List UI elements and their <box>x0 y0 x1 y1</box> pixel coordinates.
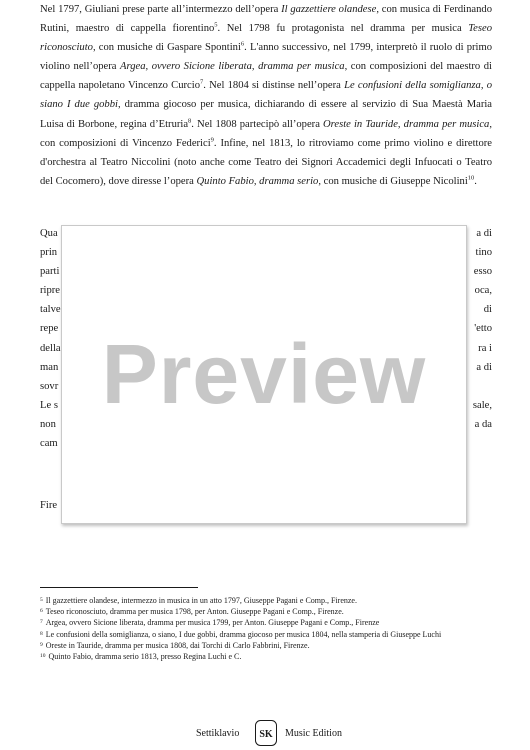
preview-watermark-text: Preview <box>101 327 427 421</box>
line-end: a di <box>476 228 492 239</box>
footnote-number: 7 <box>40 619 43 626</box>
line-start: parti <box>40 266 60 278</box>
publisher-name: Settiklavio <box>196 728 240 739</box>
line-start: ripre <box>40 285 60 297</box>
line-end: a di <box>476 361 492 373</box>
footnote-number: 9 <box>40 641 43 648</box>
footnotes <box>40 596 500 663</box>
text-run: , con musiche di Gaspare Spontini <box>92 42 241 54</box>
body-paragraph <box>40 0 492 191</box>
footnote-ref[interactable]: 5 <box>214 21 218 29</box>
line-end: sale, <box>472 399 492 411</box>
footnote <box>40 596 500 605</box>
footnote-number: 10 <box>40 653 46 660</box>
text-run: . Nel 1798 fu protagonista nel dramma per musica <box>217 23 469 35</box>
footnote-text: Teseo riconosciuto, dramma per musica 1798, per Anton. Giuseppe Pagani e Comp., Firenze. <box>45 607 344 617</box>
publisher-edition: Music Edition <box>285 728 342 739</box>
logo-letters: SK <box>259 729 273 740</box>
text-run: , con musiche di Giuseppe Nicolini <box>318 175 468 187</box>
footnote-ref[interactable]: 7 <box>200 78 204 86</box>
text-run: , dramma giocoso per musica, dichiarando di essere al servizio di Sua Maestà Maria Luisa di Borbone, regina d’Etruria <box>40 99 493 130</box>
publisher-footer <box>0 718 530 748</box>
text-run: Nel 1797, Giuliani prese parte all’intermezzo dell’opera <box>40 4 282 15</box>
footnote-text: Le confusioni della somiglianza, o siano, I due gobbi, dramma giocoso per musica 1804, nella stamperia di Giuseppe Luchi <box>45 629 442 639</box>
line-end: tino <box>475 247 492 259</box>
text-run: , con composizioni di Vincenzo Federici <box>40 118 492 149</box>
line-start: Qua <box>40 228 58 239</box>
line-end: a da <box>474 418 492 430</box>
footnote-text: Quinto Fabio, dramma serio 1813, presso Regina Luchi e C. <box>48 652 242 662</box>
place-signature: Fire <box>40 500 58 511</box>
preview-watermark-box <box>61 225 467 524</box>
line-start: cam <box>40 438 58 450</box>
text-run: , con musica di Ferdinando Rutini, maestro di cappella fiorentino <box>40 4 492 35</box>
footnote-text: Il gazzettiere olandese, intermezzo in musica in un atto 1797, Giuseppe Pagani e Comp., Firenze. <box>45 596 357 605</box>
footnote <box>40 652 500 661</box>
opera-title: Quinto Fabio, dramma serio <box>196 175 319 187</box>
line-end: 'etto <box>474 323 492 335</box>
line-end: esso <box>473 266 492 278</box>
line-start: prin <box>40 247 58 259</box>
text-run: . L'anno successivo, nel 1799, interpretò il ruolo di primo violino nell’opera <box>40 42 493 73</box>
text-run: . Nel 1804 si distinse nell’opera <box>203 80 345 92</box>
line-start: repe <box>40 323 59 335</box>
line-end: oca, <box>474 285 492 297</box>
text-run: , con composizioni del maestro di cappella napoletano Vincenzo Curcio <box>40 61 492 92</box>
line-end: di <box>483 304 492 316</box>
line-end: ra i <box>478 342 492 354</box>
footnote-number: 5 <box>40 597 43 603</box>
footnote-ref[interactable]: 6 <box>240 40 245 48</box>
footnote <box>40 641 500 650</box>
text-run: . Nel 1808 partecipò all’opera <box>191 118 324 130</box>
footnote <box>40 607 500 616</box>
footnote-number: 8 <box>40 630 43 637</box>
line-start: talve <box>40 304 61 316</box>
footnote-ref[interactable]: 10 <box>467 174 475 182</box>
footnote-ref[interactable]: 9 <box>210 136 214 144</box>
line-start: non <box>40 418 56 430</box>
footnote-ref[interactable]: 8 <box>188 117 192 125</box>
line-start: sovr <box>40 380 59 392</box>
line-start: della <box>40 342 61 354</box>
text-run: . <box>474 175 477 187</box>
footnote-text: Oreste in Tauride, dramma per musica 1808, dai Torchi di Carlo Fabbrini, Firenze. <box>45 640 310 650</box>
opera-title: Argea, ovvero Sicione liberata, dramma per musica <box>120 61 345 73</box>
opera-title: Il gazzettiere olandese <box>281 4 377 15</box>
line-start: man <box>40 361 59 373</box>
opera-title: Oreste in Tauride, dramma per musica <box>323 118 490 130</box>
footnote-number: 6 <box>40 608 43 615</box>
footnote-text: Argea, ovvero Sicione liberata, dramma per musica 1799, per Anton. Giuseppe Pagani e Comp., Firenze <box>45 618 380 628</box>
footnote <box>40 630 500 639</box>
opera-title: Teseo riconosciuto <box>40 23 492 54</box>
publisher-logo-icon <box>255 720 277 746</box>
footnote-divider <box>40 587 198 588</box>
opera-title: Le confusioni della somiglianza, o siano I due gobbi <box>40 80 492 111</box>
line-start: Le s <box>40 399 58 411</box>
footnote <box>40 618 500 627</box>
text-run: . Infine, nel 1813, lo ritroviamo come primo violino e direttore d'orchestra al Teatro Niccolini (noto anche come Teatro dei Signori Accademici degli Infuocati o Teatro del Cocomero), dove diresse l’opera <box>40 137 492 187</box>
